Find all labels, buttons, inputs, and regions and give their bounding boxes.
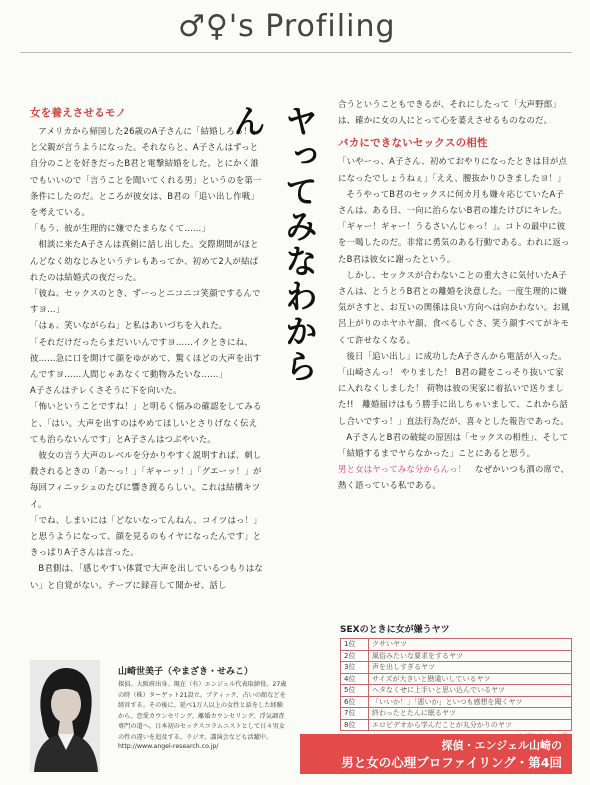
- table-row: [341, 719, 572, 731]
- rank-cell: 8位: [341, 719, 369, 731]
- table-row: [341, 673, 572, 685]
- paragraph: 「いやーっ、A子さん、初めておやりになったときは目が点になったでしょうねぇ」「ええ、腰抜かりひきましたヨ！」: [338, 156, 568, 183]
- paragraph: 相談に来たA子さんは真剣に話し出した。交際期間がほとんどなく幼なじみというテレもあってか、初めて2人が結ばれたのは結婚式の夜だった。: [30, 239, 259, 282]
- rank-cell: 1位: [341, 639, 369, 651]
- page-header: [178, 6, 438, 48]
- rank-text: クサいヤツ: [369, 639, 572, 651]
- portrait-image: [30, 660, 100, 772]
- rank-cell: 4位: [341, 673, 369, 685]
- rank-text: エロビデオから学んだことが丸分かりのヤツ: [369, 719, 572, 731]
- paragraph: 「はぁ、笑いながらね」と私はあいづちを入れた。: [30, 320, 228, 331]
- rank-cell: 5位: [341, 685, 369, 697]
- paragraph: 「それだけだったらまだいいんですヨ……イクときにね、彼……急に口を開けて顔をゆがめて、驚くほどの大声を出すんですヨ……人間じゃあなくて動物みたいな……」: [30, 336, 262, 380]
- ranking-title: SEXのときに女が嫌うヤツ: [340, 625, 450, 635]
- table-row: [341, 708, 572, 720]
- rank-text: 風俗みたいな要求をするヤツ: [369, 650, 572, 662]
- paragraph: 「彼ね、セックスのとき、ずーっとニコニコ笑顔でするんですヨ…」: [30, 288, 261, 315]
- series-banner: [300, 734, 572, 774]
- paragraph: B君側は、「感じやすい体質で大声を出しているつもりはない」と自覚がない。テープに録音して聞かせ、話し: [30, 563, 264, 590]
- paragraph: A子さんとB君の破綻の原因は「セックスの相性」、そして「結婚するまでヤらなかった」ことにあると思う。: [338, 431, 569, 459]
- author-name: 山崎世美子（やまざき・せみこ）: [118, 667, 254, 677]
- paragraph: 「もう、彼が生理的に嫌でたまらなくて……」: [30, 223, 211, 234]
- rank-text: 「いいか！」「悪いか」といつも感想を聞くヤツ: [369, 696, 572, 708]
- table-row: [341, 662, 572, 674]
- banner-line1: 探偵・エンジェル山崎の: [441, 739, 562, 752]
- rank-text: サイズが大きいと勘違いしているヤツ: [369, 673, 572, 685]
- closing-paragraph: [338, 461, 570, 493]
- page-title: ♂♀'s Profiling: [178, 9, 396, 44]
- table-row: [341, 696, 572, 708]
- author-description: 探偵。大阪府出身。現在（有）エンジェル代表取締役。27歳の時（株）ターゲット21設立。ブティック、占いの館などを経営する。その後に、延べ1万人以上の女性と話をした経験から、恋愛カウンセリング、離婚カウンセリング、浮気調査専門の道へ。日本初のセックスコラムニストとして日々男女の性の違いを追及する。ラジオ、講演会なども活躍中。: [118, 681, 287, 741]
- right-column: [338, 96, 570, 494]
- rank-cell: 7位: [341, 708, 369, 720]
- rank-cell: 2位: [341, 650, 369, 662]
- rank-text: 終わったとたんに眠るヤツ: [369, 708, 572, 720]
- paragraph: 「でね、しまいには「どないなってんねん、コイツはっ！」と思うようになって、顔を見るのもイヤになったんです」ときっぱりA子さんは言った。: [30, 514, 262, 558]
- paragraph: 後日「追い出し」に成功したA子さんから電話が入った。「山崎さんっ！ やりました！ B君の鍵をこっそり抜いて家に入れなくしました！ 荷物は彼の実家に着払いで送りました!! 離婚届けはもう勝手に出しちゃいまして、これから話し合いですっ！」直法行為だが、喜々とした報告であった。: [338, 350, 569, 426]
- paragraph: 「ギャー！ギャー！うるさいんじゃっ！」。コトの最中に彼を一喝したのだ。非常に勇気のある行動である。われに返ったB君は彼女に謝ったという。: [338, 221, 570, 264]
- ranking-box: [340, 622, 572, 739]
- banner-line2: 男と女の心理プロファイリング・第4回: [341, 755, 562, 770]
- rank-cell: 3位: [341, 662, 369, 674]
- table-row: [341, 639, 572, 651]
- right-heading: バカにできないセックスの相性: [338, 137, 488, 150]
- header-rule: [20, 52, 572, 53]
- closing-rest: なぜかいつも酒の席で、熱く語っている私である。: [338, 464, 570, 491]
- paragraph: A子さんはテレくさそうに下を向いた。: [30, 385, 182, 396]
- vertical-title: ヤってみなわからん: [228, 104, 319, 384]
- rank-cell: 6位: [341, 696, 369, 708]
- ranking-table: [340, 638, 572, 731]
- author-url[interactable]: http://www.angel-research.co.jp/: [118, 743, 219, 750]
- paragraph: しかし、セックスが合わないことの重大さに気付いたA子さんは、とうとうB君との離婚を決意した。一度生理的に嫌気がさすと、お互いの関係は良い方向へは向かわない。お風呂上がりのホヤホヤ顔、食べるしぐさ、笑う顔すべてがキモくて許せなくなる。: [338, 269, 570, 345]
- author-photo: [30, 660, 100, 772]
- rank-text: 声を出しすぎるヤツ: [369, 662, 572, 674]
- table-row: [341, 650, 572, 662]
- paragraph: 「怖いということですね！」と明るく悩みの確認をしてみると、「はい。大声を出すのはやめてほしいとさりげなく伝えても治らないんです」とA子さんはつぶやいた。: [30, 401, 262, 444]
- closing-highlight: 男と女はヤってみな分からんっ！: [338, 464, 467, 475]
- rank-text: ヘタなくせに上手いと思い込んでいるヤツ: [369, 685, 572, 697]
- paragraph: 合うということもできるが、それにしたって「大声野郎」は、確かに女の人にとって心を萎えさせるものなのだ。: [338, 99, 561, 126]
- paragraph: アメリカから帰国した26歳のA子さんに「結婚しろっ！」と父親が言うようになった。それならと、A子さんはずっと自分のことを好きだったB君と電撃結婚をした。とにかく誰でもいいので「言うことを聞いてくれる男」というのを第一条件にしたのだ。ところが彼女は、B君の「追い出し作戦」を考えている。: [30, 126, 262, 218]
- table-row: [341, 685, 572, 697]
- left-heading: 女を養えさせるモノ: [30, 107, 127, 119]
- paragraph: 彼女の言う大声のレベルを分かりやすく説明すれば、刺し殺されるときの「あ～っ！」「ギャーッ！」「グエーッ！」が毎回フィニッシュのたびに響き渡るらしい。これは結構キツイ。: [30, 450, 262, 509]
- left-column: [30, 104, 265, 593]
- paragraph: そうやってB君のセックスに何カ月も嫌々応じていたA子さんは、ある日、一向に治らないB君の雄たけびにキレた。: [338, 188, 567, 216]
- author-bio: [118, 664, 288, 750]
